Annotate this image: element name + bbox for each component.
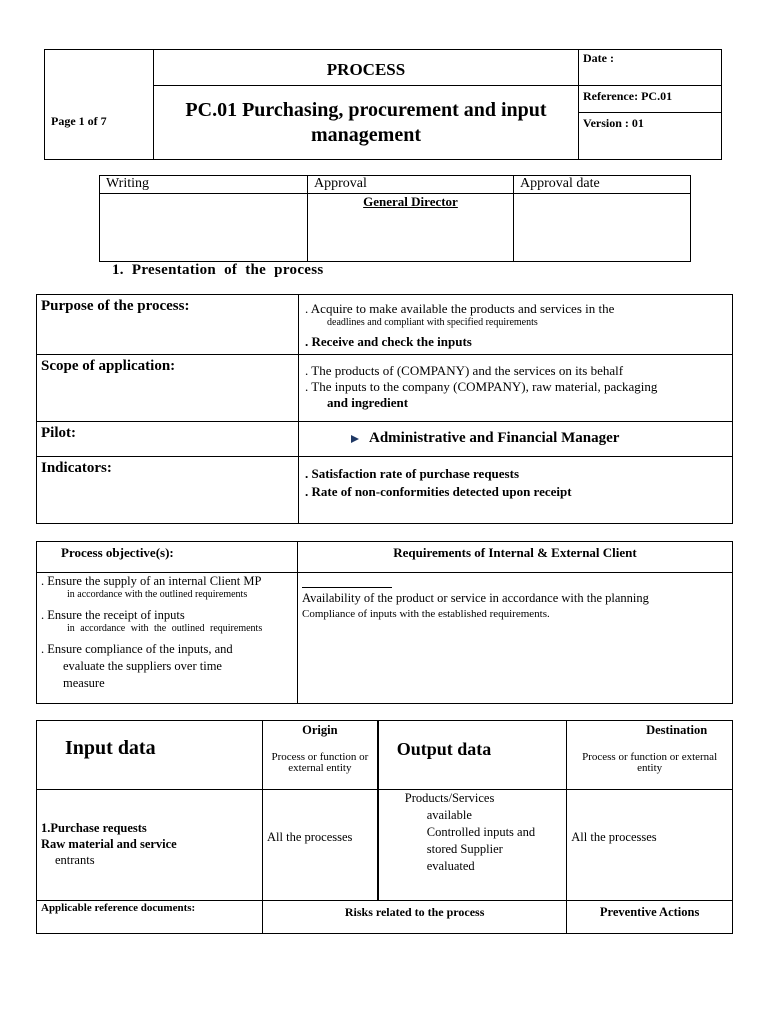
reference-label: Reference: PC.01	[583, 89, 673, 103]
version-label: Version : 01	[583, 116, 644, 130]
objective-line: measure	[63, 676, 105, 690]
title-cell	[154, 86, 579, 160]
requirements-header: Requirements of Internal & External Client	[298, 542, 733, 573]
approver-name: General Director	[363, 194, 458, 209]
output-line: available	[426, 808, 472, 822]
output-data-cell	[378, 790, 567, 901]
page-cell	[45, 50, 154, 160]
date-label: Date :	[583, 51, 614, 65]
objective-line: in accordance with the outlined requirements	[67, 623, 263, 634]
process-label: PROCESS	[326, 60, 406, 79]
objective-line: . Ensure compliance of the inputs, and	[41, 642, 233, 656]
input-data-title: Input data	[65, 737, 156, 759]
origin-label: Origin	[302, 723, 338, 737]
version-cell	[579, 113, 722, 160]
origin-sub: Process or function or external entity	[271, 751, 369, 774]
section-title: 1. Presentation of the process	[112, 262, 324, 278]
document-header	[44, 49, 722, 160]
reference-cell	[579, 86, 722, 113]
requirement-line: Compliance of inputs with the established requirements.	[302, 608, 550, 620]
date-cell	[579, 50, 722, 86]
objective-line: in accordance with the outlined requirements	[67, 589, 248, 600]
risks-label: Risks related to the process	[263, 901, 567, 934]
objectives-list	[37, 573, 298, 704]
approval-date-header: Approval date	[514, 176, 691, 194]
pilot-value-cell	[299, 422, 733, 457]
output-line: Controlled inputs and	[426, 825, 536, 839]
requirement-line: Availability of the product or service in accordance with the planning	[302, 591, 649, 605]
page-number: Page 1 of 7	[51, 114, 107, 128]
scope-line: . The products of (COMPANY) and the services on its behalf	[305, 363, 624, 378]
objective-line: evaluate the suppliers over time	[63, 659, 222, 673]
approval-header: Approval	[308, 176, 514, 194]
origin-value: All the processes	[263, 790, 378, 901]
input-data-header	[37, 721, 263, 790]
scope-value	[299, 355, 733, 422]
destination-value: All the processes	[567, 790, 733, 901]
input-line: entrants	[55, 853, 95, 867]
scope-line: . The inputs to the company (COMPANY), raw material, packaging	[305, 379, 658, 394]
origin-header	[263, 721, 378, 790]
indicator-item: . Rate of non-conformities detected upon receipt	[305, 484, 572, 499]
writing-cell	[100, 194, 308, 262]
output-data-header	[378, 721, 567, 790]
presentation-table	[36, 294, 733, 524]
purpose-label: Purpose of the process:	[37, 295, 299, 355]
reference-docs-label: Applicable reference documents:	[37, 901, 263, 934]
output-line: stored Supplier	[426, 842, 503, 856]
objectives-table	[36, 541, 733, 704]
scope-line: and ingredient	[327, 395, 409, 410]
approver-cell	[308, 194, 514, 262]
purpose-line: . Acquire to make available the products and services in the	[305, 301, 615, 316]
approval-date-cell	[514, 194, 691, 262]
pilot-label: Pilot:	[37, 422, 299, 457]
purpose-line: deadlines and compliant with specified requirements	[327, 317, 538, 328]
objectives-header: Process objective(s):	[37, 542, 298, 573]
indicators-label: Indicators:	[37, 457, 299, 524]
requirements-rule	[302, 587, 392, 588]
purpose-value	[299, 295, 733, 355]
io-data-table	[36, 720, 733, 934]
document-title: PC.01 Purchasing, procurement and input management	[185, 99, 547, 146]
arrow-bullet-icon	[351, 435, 359, 443]
writing-header: Writing	[100, 176, 308, 194]
destination-header	[567, 721, 733, 790]
process-label-cell	[154, 50, 579, 86]
destination-sub: Process or function or external entity	[582, 751, 718, 774]
objective-line: . Ensure the receipt of inputs	[41, 608, 185, 622]
output-data-title: Output data	[396, 739, 492, 759]
indicators-value	[299, 457, 733, 524]
input-line: 1.Purchase requests	[41, 821, 147, 835]
pilot-value: Administrative and Financial Manager	[369, 430, 620, 446]
input-line: Raw material and service	[41, 837, 177, 851]
destination-label: Destination	[646, 723, 708, 737]
indicator-item: . Satisfaction rate of purchase requests	[305, 466, 520, 481]
approval-table	[99, 175, 691, 262]
objective-line: . Ensure the supply of an internal Client MP	[41, 574, 262, 588]
requirements-list	[298, 573, 733, 704]
purpose-line: . Receive and check the inputs	[305, 334, 472, 349]
scope-label: Scope of application:	[37, 355, 299, 422]
output-line: evaluated	[426, 859, 475, 873]
input-data-cell	[37, 790, 263, 901]
output-line: Products/Services	[404, 791, 495, 805]
preventive-actions-label: Preventive Actions	[567, 901, 733, 934]
